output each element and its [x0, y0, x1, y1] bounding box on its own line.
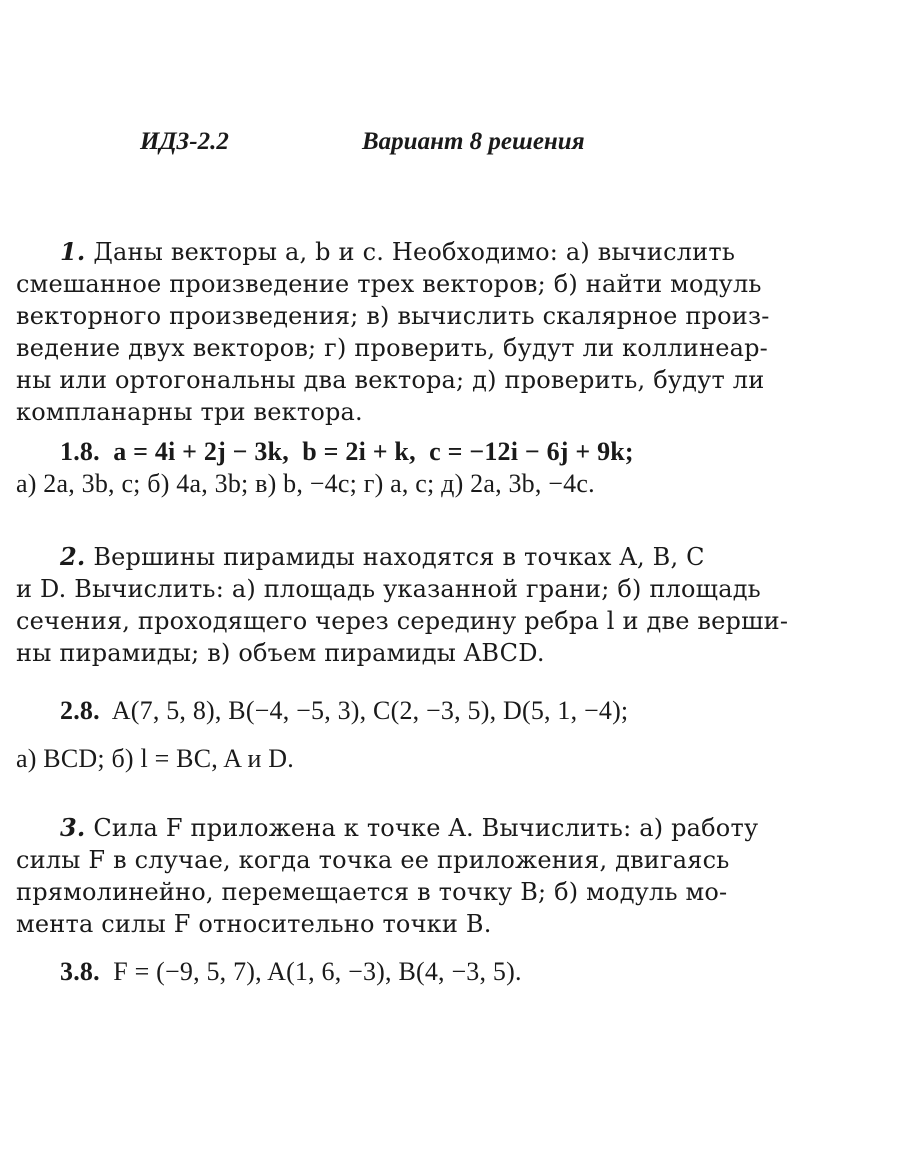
problem-2-line: сечения, проходящего через середину ребра l и две верши- — [16, 607, 789, 635]
problem-2-statement — [16, 541, 846, 669]
problem-2-variant — [16, 690, 846, 786]
problem-2-line: и D. Вычислить: а) площадь указанной грани; б) площадь — [16, 575, 761, 603]
problem-1-vectors: a = 4i + 2j − 3k, b = 2i + k, c = −12i − 6j + 9k; — [113, 437, 634, 466]
problem-1-line — [16, 236, 846, 268]
problem-1-line: компланарны три вектора. — [16, 398, 363, 426]
problem-3-variant — [16, 956, 846, 988]
problem-2-task-number: 2.8. — [60, 696, 100, 725]
problem-1-statement — [16, 236, 846, 428]
problem-1-line: ведение двух векторов; г) проверить, будут ли коллинеар- — [16, 334, 768, 362]
problem-2-text: Вершины пирамиды находятся в точках A, B, C — [93, 543, 705, 571]
problem-1-text: Даны векторы a, b и c. Необходимо: а) вычислить — [93, 238, 736, 266]
problem-1-task-line: а) 2a, 3b, c; б) 4a, 3b; в) b, −4c; г) a, c; д) 2a, 3b, −4c. — [16, 469, 595, 498]
variant-title: Вариант 8 решения — [362, 128, 585, 155]
problem-3-task-number: 3.8. — [60, 957, 100, 986]
problem-3-line: мента силы F относительно точки B. — [16, 910, 492, 938]
problem-1-line: ны или ортогональны два вектора; д) проверить, будут ли — [16, 366, 765, 394]
problem-1-line: смешанное произведение трех векторов; б) найти модуль — [16, 270, 762, 298]
problem-3-text: Сила F приложена к точке A. Вычислить: а) работу — [93, 814, 759, 842]
problem-3-line — [16, 812, 846, 844]
problem-1-line: векторного произведения; в) вычислить скалярное произ- — [16, 302, 770, 330]
problem-1-number: 1. — [60, 237, 86, 266]
problem-3-task-line — [16, 956, 846, 988]
problem-1-task-number: 1.8. — [60, 437, 100, 466]
problem-2-number: 2. — [60, 542, 86, 571]
document-header — [140, 128, 760, 168]
problem-2-task-line: а) BCD; б) l = BC, A и D. — [16, 744, 294, 773]
problem-3-number: 3. — [60, 813, 86, 842]
problem-3-line: силы F в случае, когда точка ее приложения, двигаясь — [16, 846, 730, 874]
problem-2-task-line — [16, 690, 846, 738]
problem-2-line — [16, 541, 846, 573]
problem-3-data: F = (−9, 5, 7), A(1, 6, −3), B(4, −3, 5). — [113, 957, 522, 986]
problem-2-line: ны пирамиды; в) объем пирамиды ABCD. — [16, 639, 545, 667]
problem-3-statement — [16, 812, 846, 940]
assignment-code: ИДЗ-2.2 — [140, 128, 229, 155]
problem-2-points: A(7, 5, 8), B(−4, −5, 3), C(2, −3, 5), D(5, 1, −4); — [111, 696, 629, 725]
problem-1-variant — [16, 436, 846, 500]
problem-1-task-line — [16, 436, 846, 468]
problem-3-line: прямолинейно, перемещается в точку B; б) модуль мо- — [16, 878, 728, 906]
